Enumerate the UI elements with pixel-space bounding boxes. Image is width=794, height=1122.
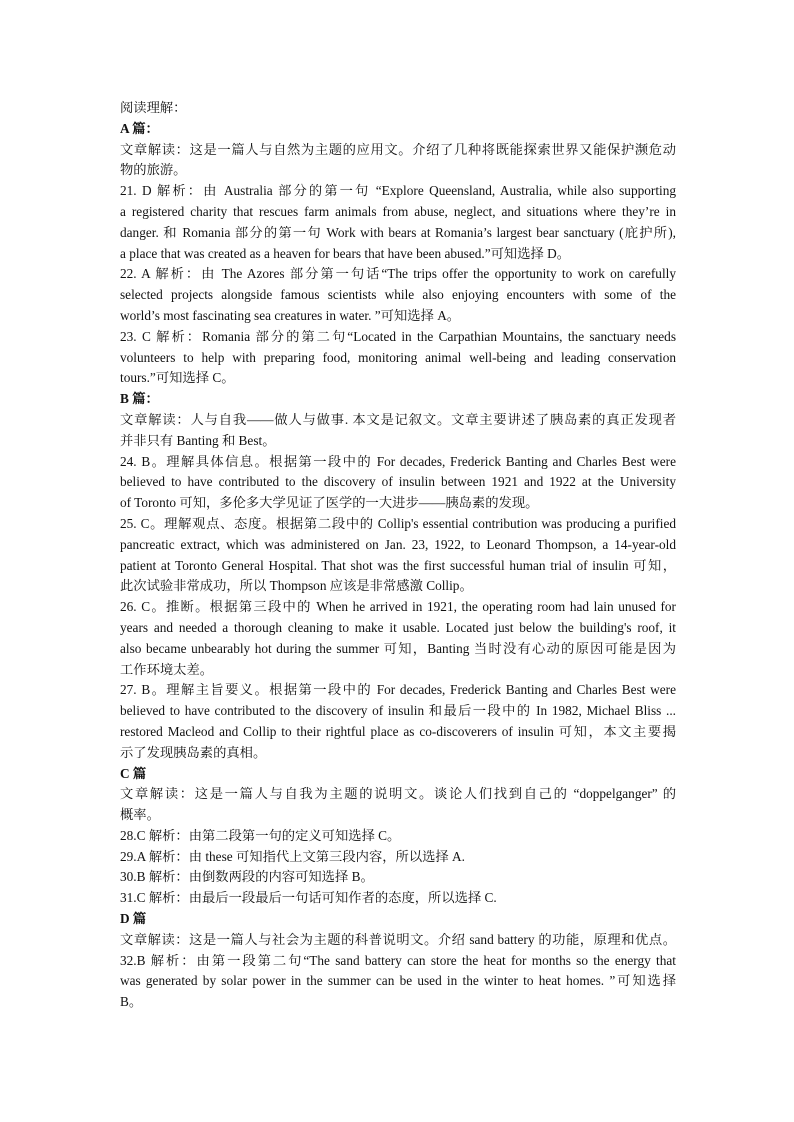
section-heading: C 篇: [120, 765, 147, 781]
text-line: a place that was created as a heaven for bears that have been abused.”可知选择 D。: [120, 245, 571, 261]
text-line: tours.”可知选择 C。: [120, 370, 235, 386]
text-line: 30.B 解析：由倒数两段的内容可知选择 B。: [120, 869, 374, 885]
text-line: of Toronto 可知，多伦多大学见证了医学的一大进步——胰岛素的发现。: [120, 495, 539, 511]
text-line: patient at Toronto General Hospital. That shot was the first successful human trial of insulin 可知，: [120, 557, 676, 573]
text-line: world’s most fascinating sea creatures in water. ”可知选择 A。: [120, 307, 461, 323]
text-line: 概率。: [120, 807, 160, 823]
text-line: restored Macleod and Collip to their rightful place as co-discoverers of insulin 可知，本文主要揭: [120, 723, 676, 739]
text-line: 25. C。理解观点、态度。根据第二段中的 Collip's essential contribution was producing a purified: [120, 515, 676, 531]
text-line: 22. A 解析：由 The Azores 部分第一句话“The trips offer the opportunity to work on carefully: [120, 266, 676, 282]
text-line: 文章解读：人与自我——做人与做事. 本文是记叙文。文章主要讲述了胰岛素的真正发现者: [120, 411, 676, 427]
text-line: pancreatic extract, which was administered on Jan. 23, 1922, to Leonard Thompson, a 14-year-old: [120, 536, 676, 552]
text-line: 26. C。推断。根据第三段中的 When he arrived in 1921, the operating room had lain unused for: [120, 599, 676, 615]
text-line: was generated by solar power in the summer can be used in the winter to heat homes. ”可知选择: [120, 973, 676, 989]
section-heading: B 篇：: [120, 391, 159, 407]
text-line: 此次试验非常成功，所以 Thompson 应该是非常感激 Collip。: [120, 578, 473, 594]
text-line: a registered charity that rescues farm animals from abuse, neglect, and situations where they’re in: [120, 203, 676, 219]
text-line: 文章解读：这是一篇人与自然为主题的应用文。介绍了几种将既能探索世界又能保护濒危动: [120, 141, 676, 157]
text-line: danger. 和 Romania 部分的第一句 Work with bears at Romania’s largest bear sanctuary (庇护所),: [120, 224, 676, 240]
text-line: 32.B 解析：由第一段第二句“The sand battery can store the heat for months so the energy that: [120, 952, 676, 968]
text-line: 示了发现胰岛素的真相。: [120, 744, 267, 760]
text-line: 阅读理解：: [120, 100, 187, 115]
text-line: 文章解读：这是一篇人与社会为主题的科普说明文。介绍 sand battery 的功能，原理和优点。: [120, 931, 676, 947]
text-line: selected projects alongside famous scientists while also enjoying encounters with some of the: [120, 287, 676, 303]
text-line: 28.C 解析：由第二段第一句的定义可知选择 C。: [120, 827, 401, 843]
section-heading: A 篇：: [120, 120, 159, 136]
text-line: 27. B。理解主旨要义。根据第一段中的 For decades, Frederick Banting and Charles Best were: [120, 682, 676, 698]
text-line: 并非只有 Banting 和 Best。: [120, 432, 276, 448]
text-line: also became unbearably hot during the summer 可知，Banting 当时没有心动的原因可能是因为: [120, 640, 676, 656]
text-line: believed to have contributed to the discovery of insulin between 1921 and 1922 at the University: [120, 474, 676, 490]
text-line: 23. C 解析：Romania 部分的第二句“Located in the Carpathian Mountains, the sanctuary needs: [120, 328, 676, 344]
section-heading: D 篇: [120, 911, 147, 927]
text-line: 21. D 解析：由 Australia 部分的第一句 “Explore Queensland, Australia, while also supporting: [120, 183, 676, 199]
text-line: 31.C 解析：由最后一段最后一句话可知作者的态度，所以选择 C.: [120, 890, 497, 906]
text-line: 29.A 解析：由 these 可知指代上文第三段内容，所以选择 A.: [120, 848, 465, 864]
text-line: 工作环境太差。: [120, 661, 214, 677]
text-line: 24. B。理解具体信息。根据第一段中的 For decades, Frederick Banting and Charles Best were: [120, 453, 676, 469]
text-line: believed to have contributed to the discovery of insulin 和最后一段中的 In 1982, Michael Bliss ...: [120, 703, 676, 719]
answer-key-page: [120, 98, 676, 1013]
text-line: B。: [120, 994, 143, 1010]
text-line: 文章解读：这是一篇人与自我为主题的说明文。谈论人们找到自己的 “doppelganger” 的: [120, 786, 676, 802]
text-line: 物的旅游。: [120, 162, 187, 178]
text-line: volunteers to help with preparing food, monitoring animal well-being and leading conservation: [120, 349, 676, 365]
text-line: years and needed a thorough cleaning to make it usable. Located just below the building's roof, it: [120, 619, 676, 635]
